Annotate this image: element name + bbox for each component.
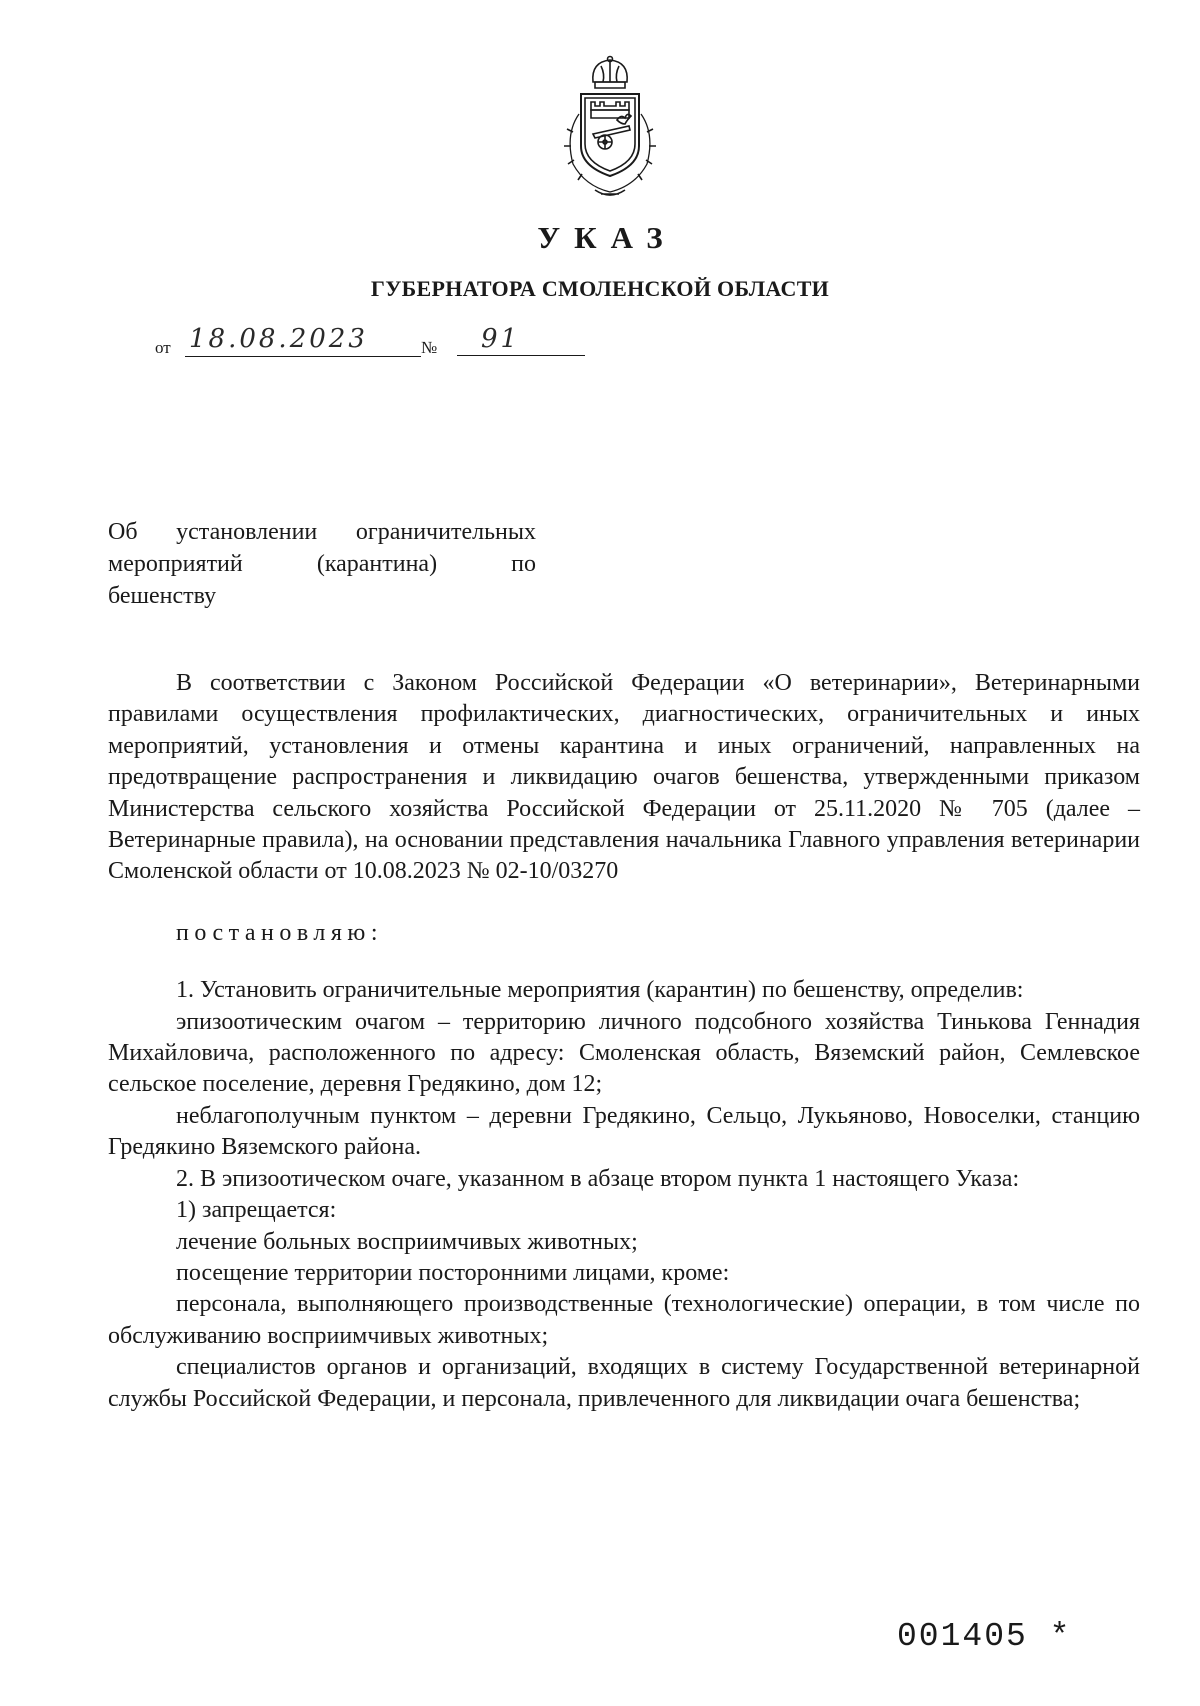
decree-title: УКАЗ <box>537 220 677 255</box>
decree-body <box>108 668 1140 1415</box>
item-paragraph: посещение территории посторонними лицами, кроме: <box>176 1259 730 1286</box>
item-paragraph: специалистов органов и организаций, входящих в систему Государственной ветеринарной службы Российской Федерации, и персонала, привлеченного для ликвидации очага бешенства; <box>108 1354 1140 1412</box>
item-paragraph: персонала, выполняющего производственные (технологические) операции, в том числе по обслуживанию восприимчивых животных; <box>108 1291 1140 1349</box>
subject-line: Об установлении ограничительных <box>108 519 536 545</box>
date-number-line <box>155 326 595 358</box>
preamble-paragraph: В соответствии с Законом Российской Федерации «О ветеринарии», Ветеринарными правилами осуществления профилактических, диагностических, ограничительных и иных мероприятий, установления и отмены карантина и иных ограничений, направленных на предотвращение распространения и ликвидацию очагов бешенства, утвержденными приказом Министерства сельского хозяйства Российской Федерации от 25.11.2020 № 705 (далее – Ветеринарные правила), на основании представления начальника Главного управления ветеринарии Смоленской области от 10.08.2023 № 02-10/03270 <box>108 670 1140 885</box>
subject-line: бешенству <box>108 583 217 609</box>
item-paragraph: эпизоотическим очагом – территорию личного подсобного хозяйства Тинькова Геннадия Михайловича, расположенного по адресу: Смоленская область, Вяземский район, Семлевское сельское поселение, деревня Гредякино, дом 12; <box>108 1008 1140 1098</box>
item-paragraph: 1. Установить ограничительные мероприятия (карантин) по бешенству, определив: <box>176 977 1024 1004</box>
decree-subtitle: ГУБЕРНАТОРА СМОЛЕНСКОЙ ОБЛАСТИ <box>370 276 830 301</box>
serial-number: 001405 * <box>897 1618 1072 1655</box>
decree-date: 18.08.2023 <box>185 326 421 357</box>
resolve-word: постановляю: <box>176 919 383 946</box>
decree-subject <box>108 516 536 612</box>
subject-line: мероприятий (карантина) по <box>108 551 536 577</box>
item-paragraph: лечение больных восприимчивых животных; <box>176 1228 638 1255</box>
item-paragraph: 1) запрещается: <box>176 1197 337 1224</box>
item-paragraph: 2. В эпизоотическом очаге, указанном в абзаце втором пункта 1 настоящего Указа: <box>176 1165 1020 1192</box>
smolensk-coat-of-arms-icon <box>555 54 665 204</box>
from-label: от <box>155 338 171 357</box>
number-label: № <box>421 338 438 357</box>
item-paragraph: неблагополучным пунктом – деревни Гредякино, Сельцо, Лукьяново, Новоселки, станцию Гредякино Вяземского района. <box>108 1102 1140 1161</box>
decree-number: 91 <box>457 326 585 356</box>
